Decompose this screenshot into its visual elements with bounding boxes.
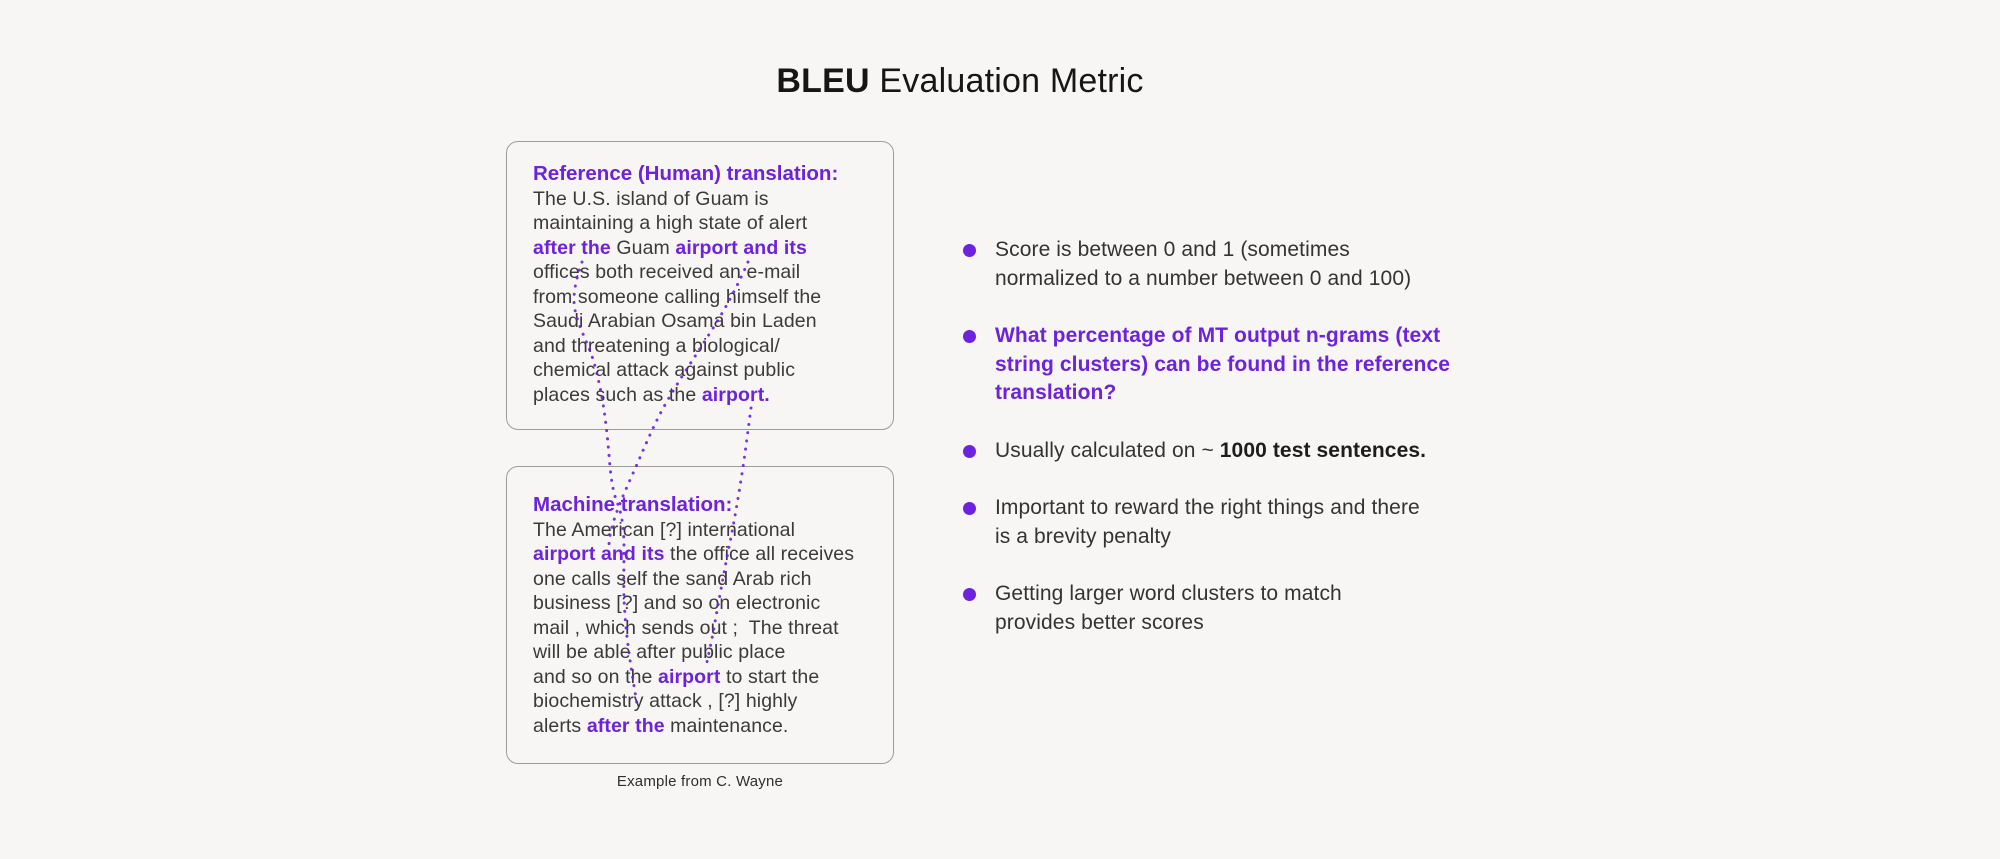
machine-translation-box (506, 466, 894, 764)
bullet-segment: string clusters) can be found in the reference (995, 352, 1451, 376)
machine-text-segment: maintenance. (664, 714, 789, 737)
reference-text-segment: The U.S. island of Guam is (533, 187, 769, 210)
bullet-text-line (995, 351, 1450, 380)
bullet-text (995, 494, 1420, 551)
page-title (0, 62, 1920, 101)
bullet-segment: is a brevity penalty (995, 524, 1171, 548)
bullet-text (995, 236, 1411, 293)
bullet-segment: What percentage of MT output n-grams (text (995, 324, 1441, 347)
reference-translation-box (506, 141, 894, 430)
bullet-item-3 (963, 437, 1523, 466)
reference-text-segment: chemical attack against public (533, 359, 796, 381)
reference-matched-ngram: after the (533, 236, 611, 259)
bullet-segment: Usually calculated on ~ (995, 438, 1220, 462)
bullet-text (995, 437, 1426, 466)
bullet-text-line (995, 437, 1426, 466)
bullet-item-5 (963, 580, 1523, 637)
bullet-text-line (995, 494, 1420, 523)
reference-text-line (533, 309, 867, 334)
machine-text-line (533, 591, 867, 616)
reference-matched-ngram: airport. (701, 383, 770, 406)
bullet-segment: provides better scores (995, 610, 1204, 634)
machine-text-segment: The American [?] international (533, 518, 796, 541)
bullet-text-line (995, 265, 1411, 294)
machine-text-line (533, 616, 867, 641)
machine-matched-ngram: airport (658, 665, 721, 688)
bullet-text-line (995, 580, 1342, 609)
machine-text-segment: one calls self the sand Arab rich (533, 567, 812, 590)
reference-text-line (533, 211, 867, 236)
bullet-item-1 (963, 236, 1523, 293)
bullet-text (995, 580, 1342, 637)
bullet-text-line (995, 322, 1450, 351)
machine-text-segment: mail , which sends out ; The threat (533, 616, 839, 639)
bullet-segment: Getting larger word clusters to match (995, 582, 1342, 605)
title-rest: Evaluation Metric (869, 62, 1144, 100)
bullet-item-2 (963, 322, 1523, 408)
machine-text-line (533, 542, 867, 567)
reference-text-line (533, 260, 867, 285)
machine-text-line (533, 640, 867, 665)
reference-text-segment: Guam (610, 236, 676, 259)
reference-text-line (533, 187, 867, 212)
reference-text-line (533, 236, 867, 261)
bullet-bold-segment: 1000 test sentences. (1219, 438, 1427, 462)
reference-text-segment: and threatening a biological/ (533, 334, 780, 357)
machine-text-line (533, 665, 867, 690)
bullet-dot-icon (963, 445, 976, 458)
machine-text-line (533, 518, 867, 543)
machine-box-heading: Machine translation: (533, 493, 733, 516)
example-credit-caption: Example from C. Wayne (616, 773, 784, 790)
reference-text-line (533, 285, 867, 310)
reference-text-segment: from someone calling himself the (533, 285, 822, 308)
machine-text-segment: biochemistry attack , [?] highly (533, 690, 798, 712)
bullet-dot-icon (963, 330, 976, 343)
machine-text-segment: and so on the (533, 665, 658, 688)
machine-text-segment: business [?] and so on electronic (533, 592, 821, 614)
bullet-item-4 (963, 494, 1523, 551)
machine-box-body (533, 518, 867, 739)
bullet-segment: Score is between 0 and 1 (sometimes (995, 238, 1350, 261)
bullet-text-line (995, 379, 1450, 408)
bullet-text-line (995, 609, 1342, 638)
reference-box-body (533, 187, 867, 408)
bullet-segment: translation? (995, 381, 1117, 404)
reference-text-line (533, 334, 867, 359)
bullet-dot-icon (963, 502, 976, 515)
reference-box-heading: Reference (Human) translation: (533, 162, 839, 185)
machine-text-segment: alerts (533, 714, 587, 737)
reference-text-line (533, 383, 867, 408)
machine-matched-ngram: after the (586, 714, 665, 737)
machine-matched-ngram: airport and its (533, 543, 665, 565)
reference-matched-ngram: airport and its (675, 236, 807, 259)
bullet-segment: normalized to a number between 0 and 100) (995, 266, 1412, 290)
bullet-dot-icon (963, 244, 976, 257)
reference-text-segment: offices both received an e-mail (533, 261, 801, 283)
bullet-text (995, 322, 1450, 408)
machine-text-segment: the office all receives (664, 543, 855, 565)
reference-text-segment: Saudi Arabian Osama bin Laden (533, 310, 817, 332)
machine-text-line (533, 714, 867, 739)
bullet-text-line (995, 523, 1420, 552)
reference-text-line (533, 358, 867, 383)
machine-text-line (533, 689, 867, 714)
title-emphasis: BLEU (776, 62, 870, 100)
machine-text-segment: will be able after public place (533, 641, 786, 663)
reference-text-segment: maintaining a high state of alert (533, 212, 808, 234)
machine-text-segment: to start the (720, 665, 820, 688)
machine-text-line (533, 567, 867, 592)
reference-text-segment: places such as the (533, 383, 702, 406)
bullet-segment: Important to reward the right things and there (995, 496, 1420, 519)
bullet-text-line (995, 236, 1411, 265)
bullet-dot-icon (963, 588, 976, 601)
bullet-list (963, 236, 1523, 666)
